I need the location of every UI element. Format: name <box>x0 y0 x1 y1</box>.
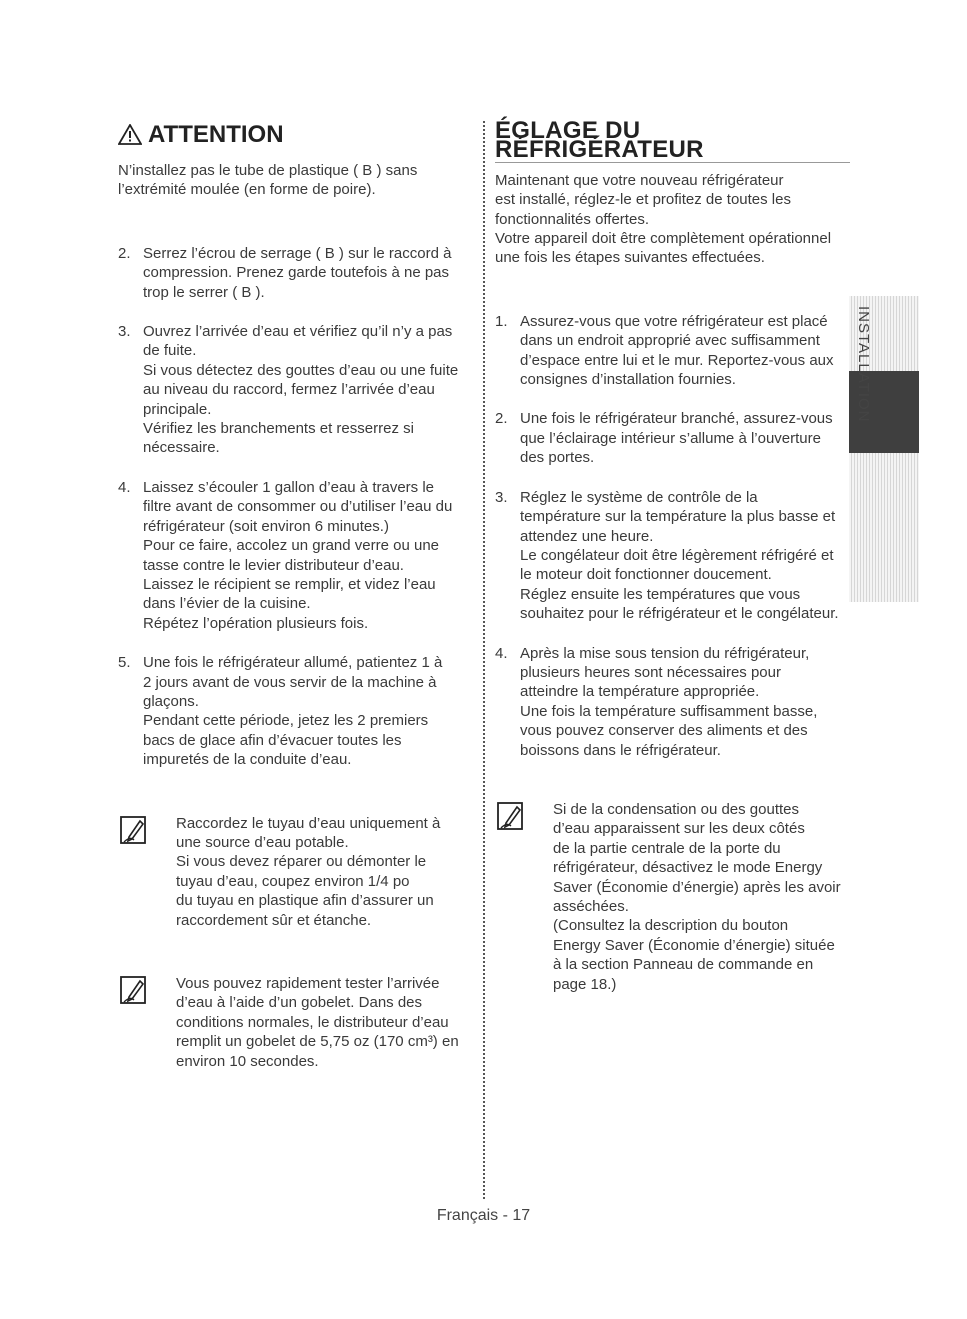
text-line: des portes. <box>520 449 595 467</box>
text-line: Le congélateur doit être légèrement réfrigéré et <box>520 546 834 564</box>
item-number: 3. <box>118 323 131 341</box>
text-line: Une fois la température suffisamment basse, <box>520 702 818 720</box>
right-column <box>495 117 850 994</box>
text-line: remplit un gobelet de 5,75 oz (170 cm³) en <box>176 1033 459 1051</box>
list-item <box>495 312 850 390</box>
note-pencil-icon <box>120 976 150 1004</box>
text-line: Réglez ensuite les températures que vous <box>520 585 801 603</box>
text-line: fonctionnalités offertes. <box>495 210 649 228</box>
text-line: d’espace entre lui et le mur. Reportez-vous aux <box>520 351 834 369</box>
text-line: dans l’évier de la cuisine. <box>143 595 311 613</box>
text-line: page 18.) <box>553 975 617 993</box>
attention-heading <box>118 120 480 148</box>
item-number: 3. <box>495 488 508 506</box>
text-line: Laissez s’écouler 1 gallon d’eau à travers le <box>143 478 434 496</box>
text-line: bacs de glace afin d’évacuer toutes les <box>143 731 402 749</box>
text-line: environ 10 secondes. <box>176 1052 319 1070</box>
warning-triangle-icon <box>118 124 142 145</box>
list-item <box>118 478 480 633</box>
text-line: réfrigérateur (soit environ 6 minutes.) <box>143 517 389 535</box>
item-number: 2. <box>495 410 508 428</box>
item-number: 5. <box>118 654 131 672</box>
note-block <box>497 800 850 994</box>
text-line: impuretés de la conduite d’eau. <box>143 751 352 769</box>
text-line: boissons dans le réfrigérateur. <box>520 741 721 759</box>
text-line: Serrez l’écrou de serrage ( B ) sur le raccord à <box>143 244 452 262</box>
note-pencil-icon <box>497 802 527 830</box>
text-line: Si vous devez réparer ou démonter le <box>176 853 427 871</box>
text-line: Répétez l’opération plusieurs fois. <box>143 614 369 632</box>
text-line: raccordement sûr et étanche. <box>176 911 372 929</box>
list-item <box>118 322 480 458</box>
text-line: glaçons. <box>143 692 199 710</box>
item-number: 2. <box>118 244 131 262</box>
text-line: Vérifiez les branchements et resserrez si <box>143 420 414 438</box>
note-pencil-icon <box>120 816 150 844</box>
intro-text <box>495 171 850 268</box>
text-line: souhaitez pour le réfrigérateur et le congélateur. <box>520 605 839 623</box>
text-line: plusieurs heures sont nécessaires pour <box>520 663 781 681</box>
text-line: Raccordez le tuyau d’eau uniquement à <box>176 814 441 832</box>
item-number: 4. <box>495 644 508 662</box>
text-line: tasse contre le levier distributeur d’eau. <box>143 556 404 574</box>
text-line: asséchées. <box>553 898 629 915</box>
text-line: Pendant cette période, jetez les 2 premiers <box>143 712 429 730</box>
text-line: réfrigérateur, désactivez le mode Energy <box>553 859 823 877</box>
list-item <box>118 244 480 302</box>
text-line: d’eau à l’aide d’un gobelet. Dans des <box>176 994 423 1012</box>
text-line: de la partie centrale de la porte du <box>553 839 781 857</box>
text-line: Réglez le système de contrôle de la <box>520 488 758 506</box>
text-line: principale. <box>143 400 212 418</box>
text-line: consignes d’installation fournies. <box>520 371 736 389</box>
attention-title: ATTENTION <box>148 120 284 148</box>
text-line: dans un endroit approprié avec suffisamment <box>520 332 820 350</box>
text-line: de fuite. <box>143 342 197 360</box>
list-item <box>118 653 480 769</box>
text-line: Ouvrez l’arrivée d’eau et vérifiez qu’il n’y a pas <box>143 323 453 341</box>
text-line: conditions normales, le distributeur d’eau <box>176 1013 449 1031</box>
text-line: est installé, réglez-le et profitez de toutes les <box>495 191 791 209</box>
text-line: le moteur doit fonctionner doucement. <box>520 566 772 584</box>
text-line: compression. Prenez garde toutefois à ne pas <box>143 264 450 282</box>
section-tab-label: INSTALLATION <box>855 306 872 423</box>
text-line: N’installez pas le tube de plastique ( B ) sans <box>118 162 418 179</box>
text-line: l’extrémité moulée (en forme de poire). <box>118 181 376 199</box>
text-line: température sur la température la plus basse et <box>520 508 836 526</box>
list-item <box>495 488 850 624</box>
text-line: 2 jours avant de vous servir de la machine à <box>143 673 437 691</box>
text-line: Une fois le réfrigérateur allumé, patientez 1 à <box>143 654 443 672</box>
text-line: Pour ce faire, accolez un grand verre ou une <box>143 537 440 555</box>
note-block <box>120 974 480 1071</box>
text-line: Energy Saver (Économie d’énergie) située <box>553 936 835 954</box>
page-footer: Français - 17 <box>436 1207 531 1224</box>
text-line: Votre appareil doit être complètement opérationnel <box>495 230 832 248</box>
text-line: Vous pouvez rapidement tester l’arrivée <box>176 975 440 992</box>
attention-text <box>118 161 480 200</box>
section-title: ÉGLAGE DU RÉFRIGÉRATEUR <box>495 121 850 163</box>
list-item <box>495 644 850 760</box>
text-line: (Consultez la description du bouton <box>553 917 789 935</box>
text-line: au niveau du raccord, fermez l’arrivée d’eau <box>143 381 435 399</box>
note-block <box>120 814 480 930</box>
text-line: du tuyau en plastique afin d’assurer un <box>176 892 434 910</box>
text-line: Si de la condensation ou des gouttes <box>553 800 800 818</box>
text-line: Si vous détectez des gouttes d’eau ou une fuite <box>143 361 459 379</box>
text-line: Assurez-vous que votre réfrigérateur est placé <box>520 312 828 330</box>
text-line: filtre avant de consommer ou d’utiliser l’eau du <box>143 498 453 516</box>
text-line: une source d’eau potable. <box>176 833 349 851</box>
text-line: atteindre la température appropriée. <box>520 683 760 701</box>
text-line: vous pouvez conserver des aliments et des <box>520 722 808 740</box>
item-number: 1. <box>495 312 508 330</box>
text-line: tuyau d’eau, coupez environ 1/4 po <box>176 872 410 890</box>
text-line: d’eau apparaissent sur les deux côtés <box>553 820 805 838</box>
text-line: trop le serrer ( B ). <box>143 283 265 301</box>
text-line: Après la mise sous tension du réfrigérateur, <box>520 644 810 662</box>
text-line: Laissez le récipient se remplir, et videz l’eau <box>143 575 436 593</box>
text-line: à la section Panneau de commande en <box>553 956 814 974</box>
list-item <box>495 409 850 467</box>
text-line: attendez une heure. <box>520 527 654 545</box>
text-line: Maintenant que votre nouveau réfrigérateur <box>495 171 784 189</box>
left-column <box>118 120 480 1071</box>
text-line: nécessaire. <box>143 439 220 457</box>
text-line: Une fois le réfrigérateur branché, assurez-vous <box>520 410 833 428</box>
text-line: une fois les étapes suivantes effectuées. <box>495 249 765 267</box>
column-divider <box>483 121 485 1199</box>
text-line: que l’éclairage intérieur s’allume à l’ouverture <box>520 429 821 447</box>
item-number: 4. <box>118 478 131 496</box>
text-line: Saver (Économie d’énergie) après les avoir <box>553 878 841 896</box>
